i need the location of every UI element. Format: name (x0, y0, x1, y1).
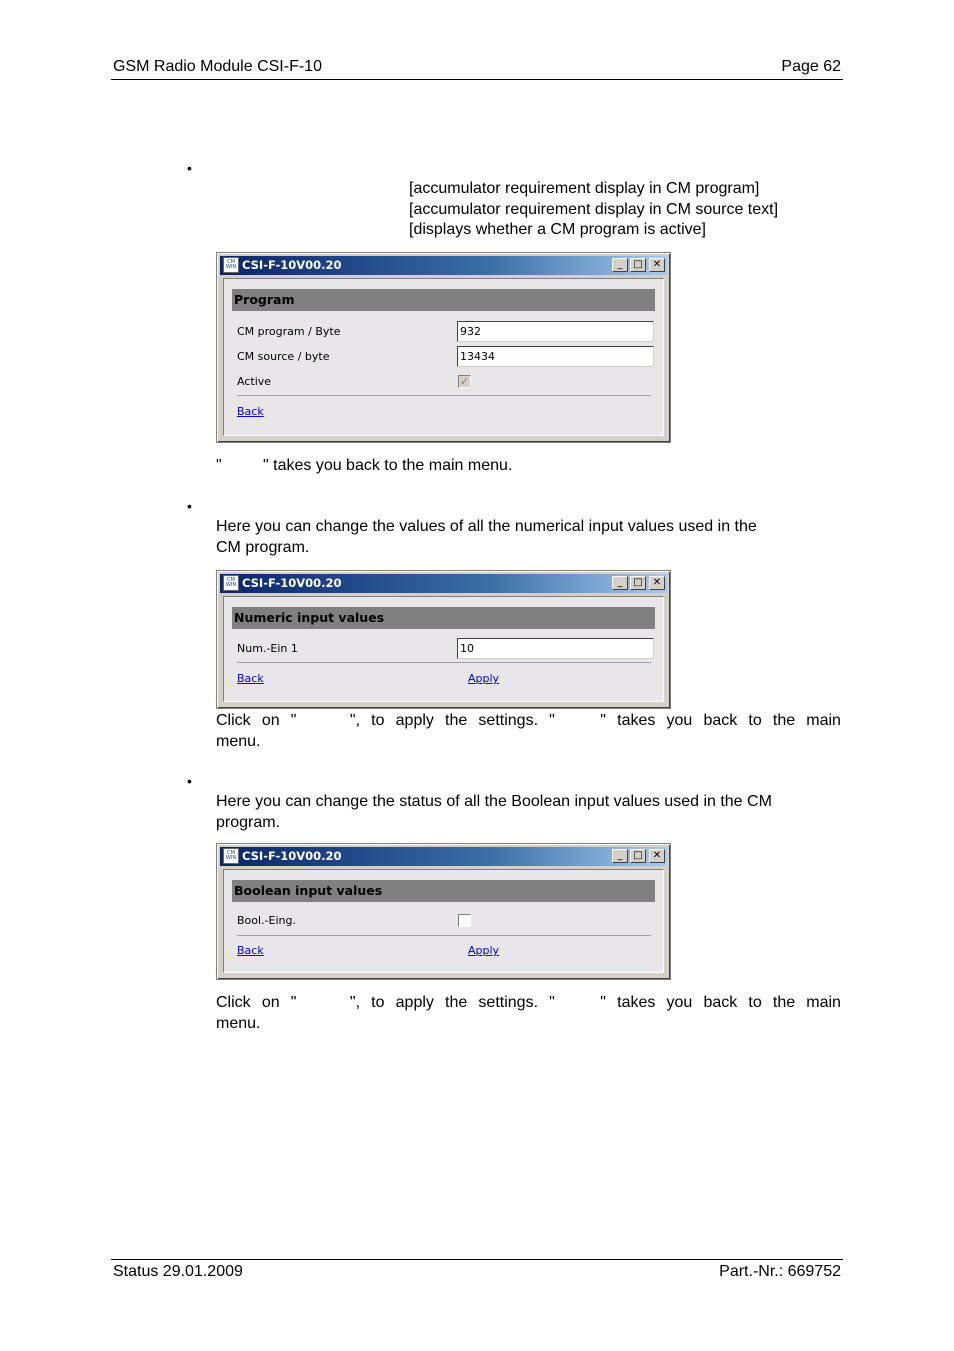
footer-rule (111, 1259, 843, 1260)
boolean-note (216, 993, 841, 1034)
numeric-note-line-2: menu. (216, 732, 261, 750)
note-word: " (290, 994, 297, 1011)
page-number: Page 62 (781, 58, 841, 75)
header-title: GSM Radio Module CSI-F-10 (113, 58, 322, 75)
window-client (223, 278, 664, 436)
note-word: to (748, 994, 762, 1011)
description-line-1: [accumulator requirement display in CM program] (409, 180, 760, 197)
cm-source-field[interactable]: 13434 (457, 346, 654, 367)
note-word: you (666, 712, 693, 729)
maximize-button[interactable]: □ (630, 258, 646, 272)
note-word: apply (395, 712, 434, 729)
window-titlebar[interactable] (220, 256, 667, 275)
bullet-1: • (187, 160, 192, 176)
note-word: " (290, 712, 297, 729)
window-client (223, 596, 664, 702)
note-word: ", (349, 712, 361, 729)
separator (237, 395, 651, 396)
apply-link[interactable]: Apply (468, 944, 500, 957)
note-word: back (703, 712, 738, 729)
numeric-description-line-1: Here you can change the values of all the numerical input values used in the (216, 518, 757, 535)
active-checkbox: ✓ (459, 375, 470, 388)
note-word: Click (216, 712, 251, 729)
footer-part-number: Part.-Nr.: 669752 (719, 1263, 841, 1280)
note-word: settings. (478, 994, 539, 1011)
note-word: " (549, 712, 555, 729)
note-word: " (600, 712, 606, 729)
program-window (216, 252, 671, 443)
window-titlebar[interactable] (220, 574, 667, 593)
numeric-note (216, 711, 841, 752)
note-word: to (371, 712, 385, 729)
note-word: takes (617, 994, 656, 1011)
cmwin-app-icon: CM WIN (223, 257, 239, 273)
note-word: the (772, 994, 796, 1011)
numeric-description-line-2: CM program. (216, 538, 310, 556)
note-word: main (806, 994, 841, 1011)
boolean-note-line-1 (216, 993, 841, 1014)
description-line-2: [accumulator requirement display in CM source text] (409, 200, 779, 218)
back-note: " takes you back to the main menu. (263, 457, 513, 474)
maximize-button[interactable]: □ (630, 849, 646, 863)
separator (237, 935, 651, 936)
description-line-3: [displays whether a CM program is active] (409, 221, 706, 238)
note-quote-open: " (216, 457, 222, 474)
note-word: the (445, 994, 468, 1011)
minimize-button[interactable]: _ (612, 849, 628, 863)
footer-status: Status 29.01.2009 (113, 1263, 243, 1280)
boolean-description-line-1: Here you can change the status of all the Boolean input values used in the CM (216, 793, 772, 810)
cmwin-app-icon: CM WIN (223, 575, 239, 591)
note-word: " (600, 994, 606, 1011)
bullet-2: • (187, 498, 192, 514)
window-title: CSI-F-10V00.20 (242, 576, 342, 590)
numeric-window (216, 570, 671, 709)
numeric-description (216, 517, 841, 558)
apply-link[interactable]: Apply (468, 672, 500, 685)
separator (237, 662, 651, 663)
cm-source-label: CM source / byte (237, 350, 330, 363)
close-button[interactable]: ✕ (649, 576, 665, 590)
boolean-description-line-2: program. (216, 813, 281, 831)
back-link[interactable]: Back (237, 672, 264, 685)
back-link[interactable]: Back (237, 944, 264, 957)
bool-eing-checkbox[interactable] (458, 914, 471, 927)
note-word: the (772, 712, 796, 729)
cm-program-field[interactable]: 932 (457, 321, 654, 342)
note-word: apply (395, 994, 434, 1011)
program-description (409, 179, 778, 241)
note-word: main (806, 712, 841, 729)
note-word: takes (617, 712, 656, 729)
note-word: to (371, 994, 385, 1011)
note-word: to (748, 712, 762, 729)
minimize-button[interactable]: _ (612, 576, 628, 590)
note-word: on (261, 712, 280, 729)
cm-program-label: CM program / Byte (237, 325, 341, 338)
maximize-button[interactable]: □ (630, 576, 646, 590)
header-rule (111, 79, 843, 80)
numeric-note-line-1 (216, 711, 841, 732)
note-word: ", (349, 994, 361, 1011)
window-titlebar[interactable] (220, 847, 667, 866)
panel-title: Boolean input values (232, 880, 655, 902)
note-word: on (261, 994, 280, 1011)
note-word: the (445, 712, 468, 729)
boolean-window (216, 843, 671, 980)
minimize-button[interactable]: _ (612, 258, 628, 272)
bool-eing-label: Bool.-Eing. (237, 914, 296, 927)
cmwin-app-icon: CM WIN (223, 848, 239, 864)
window-client (223, 869, 664, 973)
note-word: settings. (478, 712, 539, 729)
boolean-note-line-2: menu. (216, 1014, 261, 1032)
active-label: Active (237, 375, 272, 388)
note-word: " (549, 994, 555, 1011)
panel-title: Program (232, 289, 655, 311)
window-title: CSI-F-10V00.20 (242, 849, 342, 863)
back-link[interactable]: Back (237, 405, 264, 418)
note-word: back (703, 994, 738, 1011)
panel-title: Numeric input values (232, 607, 655, 629)
bullet-3: • (187, 773, 192, 789)
window-title: CSI-F-10V00.20 (242, 258, 342, 272)
note-word: you (666, 994, 693, 1011)
boolean-description (216, 792, 841, 833)
close-button[interactable]: ✕ (649, 258, 665, 272)
num-ein-label: Num.-Ein 1 (237, 642, 298, 655)
num-ein-field[interactable]: 10 (457, 638, 654, 659)
close-button[interactable]: ✕ (649, 849, 665, 863)
note-word: Click (216, 994, 251, 1011)
